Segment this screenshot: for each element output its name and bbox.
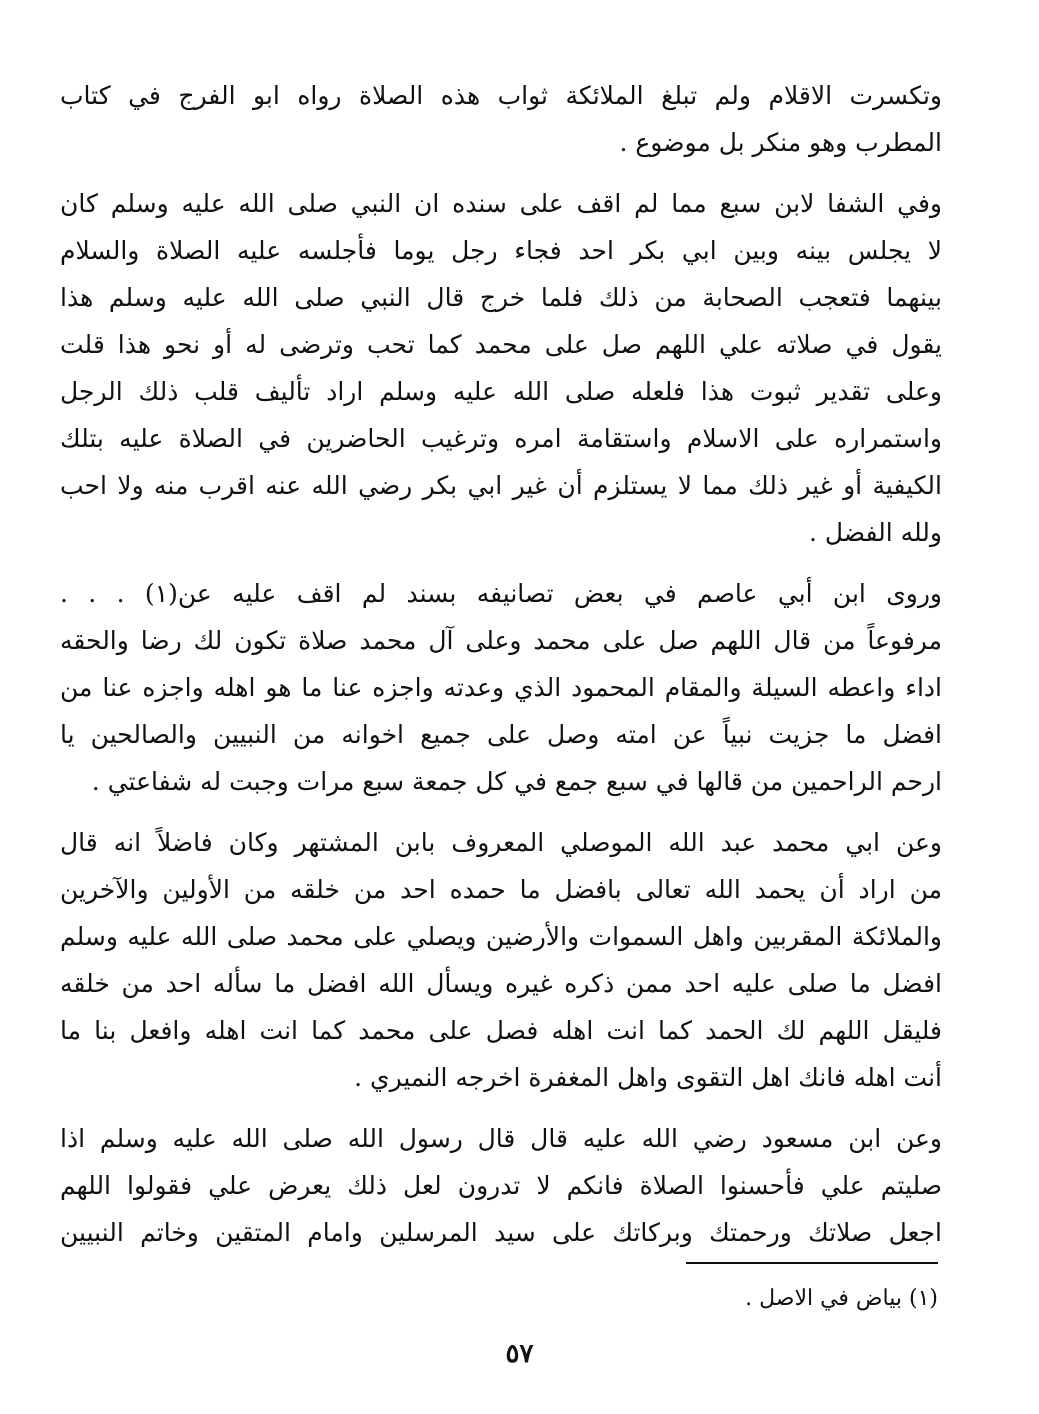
paragraph-5 [60,1115,942,1256]
text-line: المطرب وهو منكر بل موضوع . [619,128,942,157]
text-line: افضل ما صلى عليه احد ممن ذكره غيره ويسأل الله افضل ما سأله احد من خلقه [60,969,942,998]
text-line: افضل ما جزيت نبياً عن امته وصل على جميع اخوانه من النبيين والصالحين يا [60,720,942,749]
text-line: صليتم علي فأحسنوا الصلاة فانكم لا تدرون لعل ذلك يعرض علي فقولوا اللهم [60,1171,942,1200]
text-line: اداء واعطه السيلة والمقام المحمود الذي وعدته واجزه عنا ما هو اهله واجزه عنا من [60,673,942,702]
text-line: وتكسرت الاقلام ولم تبلغ الملائكة ثواب هذه الصلاة رواه ابو الفرج في كتاب [60,81,942,110]
text-line: فليقل اللهم لك الحمد كما انت اهله فصل على محمد كما انت اهله وافعل بنا ما [60,1016,942,1045]
text-line: الكيفية أو غير ذلك مما لا يستلزم أن غير ابي بكر رضي الله عنه اقرب منه ولا احب [60,471,942,500]
text-line: لا يجلس بينه وبين ابي بكر احد فجاء رجل يوما فأجلسه عليه الصلاة والسلام [60,236,942,265]
text-line: والملائكة المقربين واهل السموات والأرضين ويصلي على محمد صلى الله عليه وسلم [60,922,942,951]
paragraph-4 [60,819,942,1101]
footnote-divider [686,1262,938,1264]
page-number: ٥٧ [505,1339,534,1369]
text-line: مرفوعاً من قال اللهم صل على محمد وعلى آل محمد صلاة تكون لك رضا والحقه [60,626,942,655]
paragraph-2 [60,180,942,556]
text-line: ولله الفضل . [808,518,942,547]
main-text [60,72,942,1256]
text-line: وعن ابن مسعود رضي الله عليه قال قال رسول الله صلى الله عليه وسلم اذا [60,1124,942,1153]
text-line: اجعل صلاتك ورحمتك وبركاتك على سيد المرسلين وامام المتقين وخاتم النبيين [60,1218,942,1247]
text-line: واستمراره على الاسلام واستقامة امره وترغيب الحاضرين في الصلاة عليه بتلك [60,424,942,453]
text-line: يقول في صلاته علي اللهم صل على محمد كما تحب وترضى له أو نحو هذا قلت [60,330,942,359]
text-line: وروى ابن أبي عاصم في بعض تصانيفه بسند لم اقف عليه عن(١) . . . [60,579,942,608]
text-line: وعن ابي محمد عبد الله الموصلي المعروف بابن المشتهر وكان فاضلاً انه قال [60,828,942,857]
text-line: وفي الشفا لابن سبع مما لم اقف على سنده ان النبي صلى الله عليه وسلم كان [60,189,942,218]
text-line: ارحم الراحمين من قالها في سبع جمع في كل جمعة سبع مرات وجبت له شفاعتي . [91,767,942,796]
footnote: (١) بياض في الاصل . [745,1286,938,1311]
text-line: من اراد أن يحمد الله تعالى بافضل ما حمده احد من خلقه من الأولين والآخرين [60,875,942,904]
paragraph-1 [60,72,942,166]
text-line: بينهما فتعجب الصحابة من ذلك فلما خرج قال النبي صلى الله عليه وسلم هذا [60,283,942,312]
paragraph-3 [60,570,942,805]
text-line: وعلى تقدير ثبوت هذا فلعله صلى الله عليه وسلم اراد تأليف قلب ذلك الرجل [60,377,942,406]
text-line: أنت اهله فانك اهل التقوى واهل المغفرة اخرجه النميري . [354,1063,942,1092]
